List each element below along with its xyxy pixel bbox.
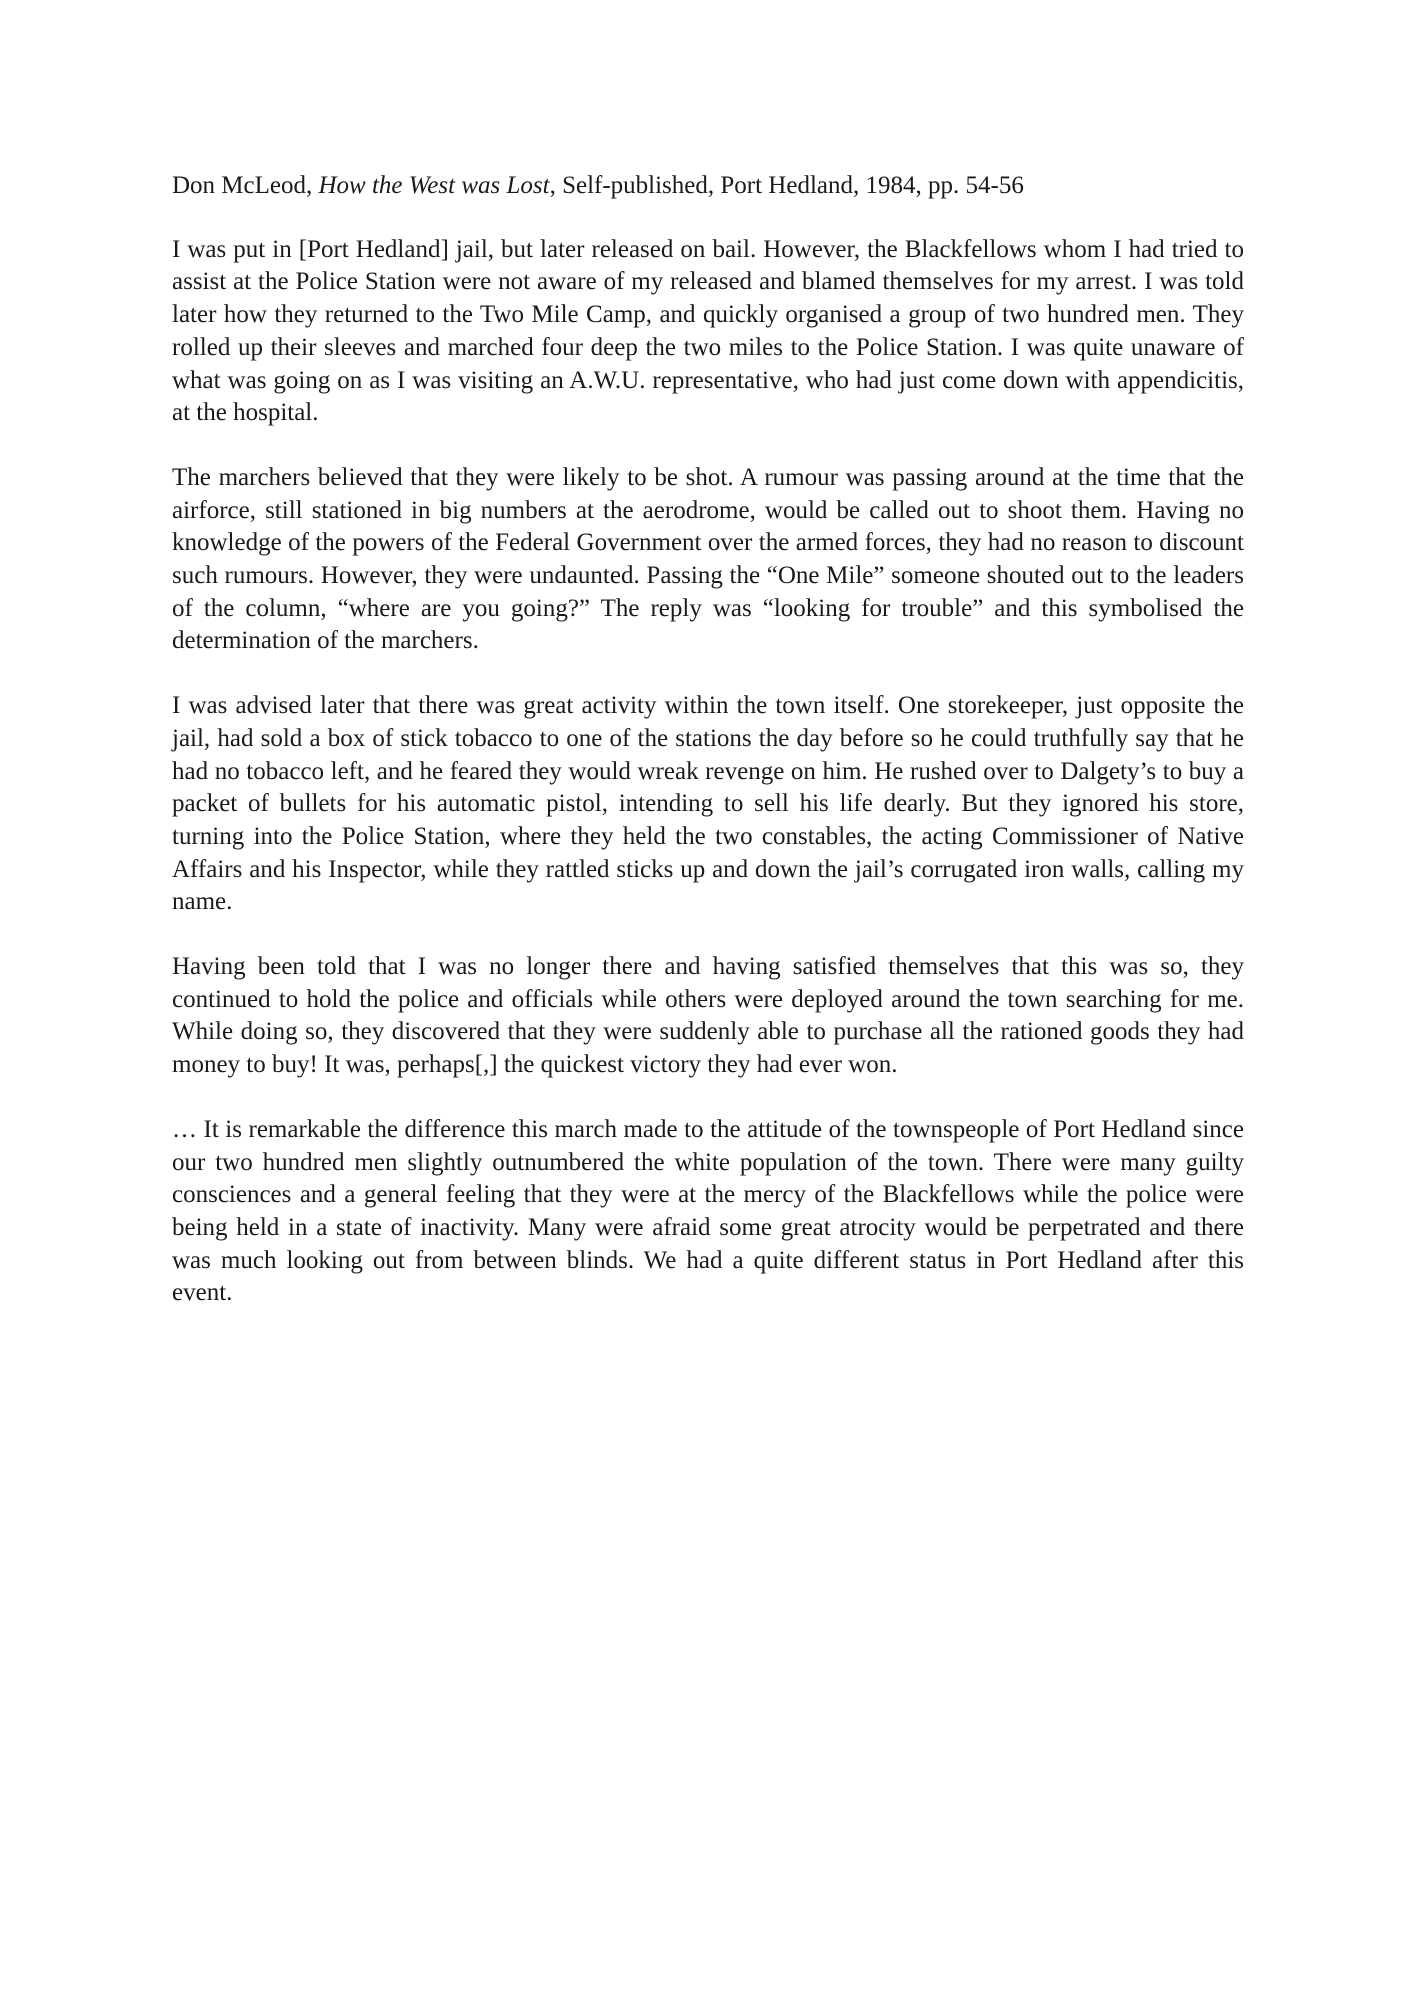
paragraph-3: I was advised later that there was great activity within the town itself. One storekeeper, just opposite the jail, had sold a box of stick tobacco to one of the stations the day before so he could truthfully say that he had no tobacco left, and he feared they would wreak revenge on him. He rushed over to Dalgety’s to buy a packet of bullets for his automatic pistol, intending to sell his life dearly. But they ignored his store, turning into the Police Station, where they held the two constables, the acting Commissioner of Native Affairs and his Inspector, while they rattled sticks up and down the jail’s corrugated iron walls, calling my name. bbox=[172, 692, 1244, 916]
citation-author: Don McLeod, bbox=[172, 172, 319, 199]
paragraph-2: The marchers believed that they were likely to be shot. A rumour was passing around at the time that the airforce, still stationed in big numbers at the aerodrome, would be called out to shoot them. Having no knowledge of the powers of the Federal Government over the armed forces, they had no reason to discount such rumours. However, they were undaunted. Passing the “One Mile” someone shouted out to the leaders of the column, “where are you going?” The reply was “looking for trouble” and this symbolised the determination of the marchers. bbox=[172, 463, 1244, 655]
document-page bbox=[172, 170, 1244, 1310]
source-citation bbox=[172, 170, 1244, 203]
paragraph-5: … It is remarkable the difference this march made to the attitude of the townspeople of Port Hedland since our two hundred men slightly outnumbered the white population of the town. There were many guilty consciences and a general feeling that they were at the mercy of the Blackfellows while the police were being held in a state of inactivity. Many were afraid some great atrocity would be perpetrated and there was much looking out from between blinds. We had a quite different status in Port Hedland after this event. bbox=[172, 1115, 1244, 1307]
citation-details: , Self-published, Port Hedland, 1984, pp. 54-56 bbox=[549, 172, 1024, 199]
paragraph-1: I was put in [Port Hedland] jail, but later released on bail. However, the Blackfellows whom I had tried to assist at the Police Station were not aware of my released and blamed themselves for my arrest. I was told later how they returned to the Two Mile Camp, and quickly organised a group of two hundred men. They rolled up their sleeves and marched four deep the two miles to the Police Station. I was quite unaware of what was going on as I was visiting an A.W.U. representative, who had just come down with appendicitis, at the hospital. bbox=[172, 235, 1244, 427]
paragraph-4: Having been told that I was no longer there and having satisfied themselves that this was so, they continued to hold the police and officials while others were deployed around the town searching for me. While doing so, they discovered that they were suddenly able to purchase all the rationed goods they had money to buy! It was, perhaps[,] the quickest victory they had ever won. bbox=[172, 953, 1244, 1079]
citation-title: How the West was Lost bbox=[318, 172, 550, 199]
